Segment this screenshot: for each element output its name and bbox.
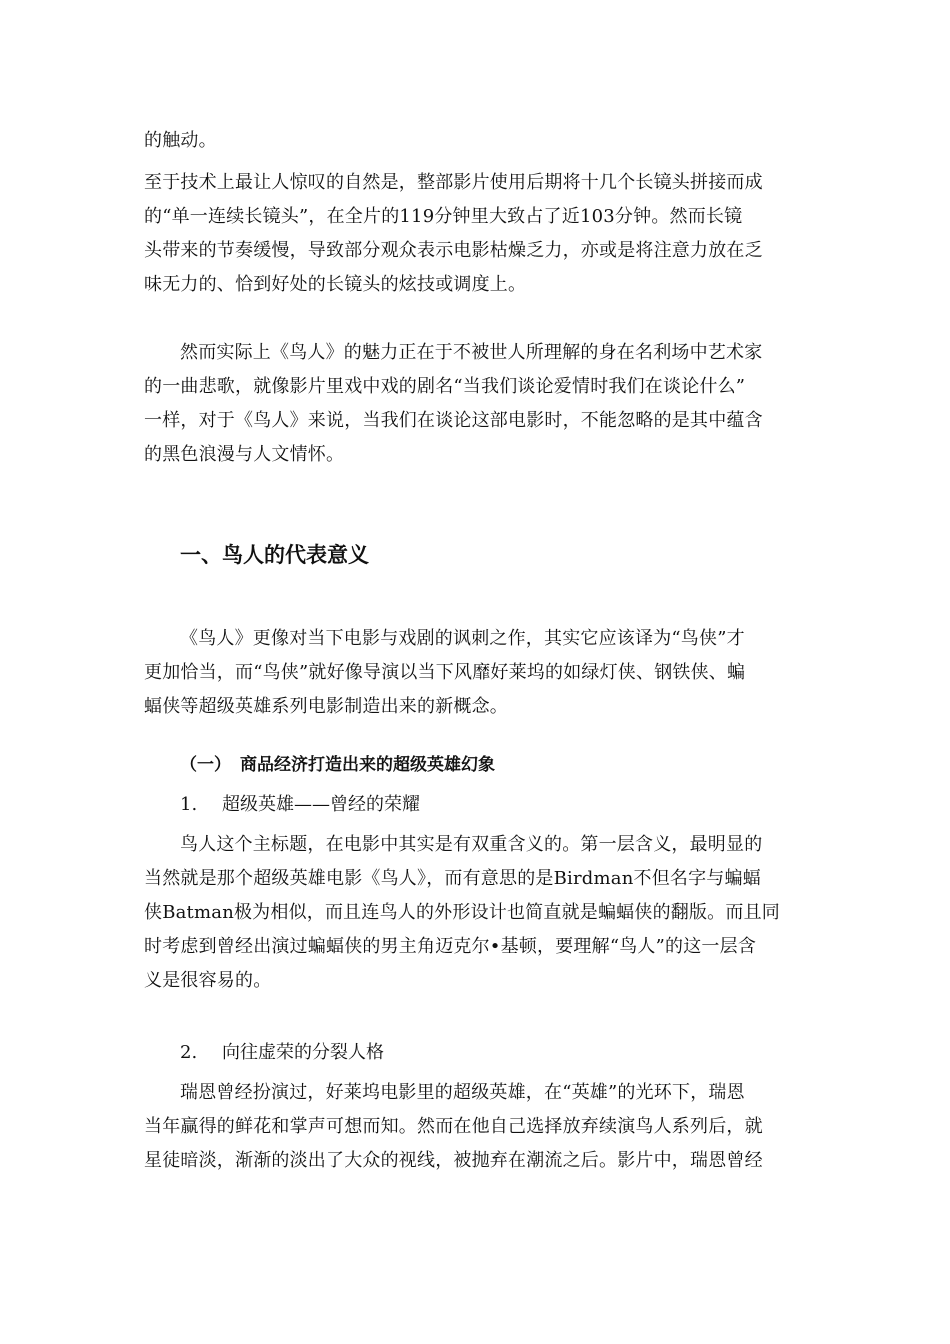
text-line: 的触动。 [144, 130, 217, 151]
paragraph-item-2 [144, 1076, 804, 1178]
subsection-heading [180, 750, 495, 780]
item-heading [180, 1038, 384, 1068]
paragraph-item-1 [144, 828, 804, 998]
paragraph-section-intro [144, 622, 804, 724]
section-heading: 一、鸟人的代表意义 [180, 543, 369, 567]
text-line: 的黑色浪漫与人文情怀。 [144, 444, 345, 465]
text-line: 一样，对于《鸟人》来说，当我们在谈论这部电影时，不能忽略的是其中蕴含 [144, 410, 763, 431]
item-title: 向往虚荣的分裂人格 [222, 1042, 384, 1063]
text-line: 的“单一连续长镜头”，在全片的119分钟里大致占了近103分钟。然而长镜 [144, 206, 743, 227]
text-line: 鸟人这个主标题，在电影中其实是有双重含义的。第一层含义，最明显的 [180, 834, 763, 855]
text-line: 时考虑到曾经出演过蝙蝠侠的男主角迈克尔•基顿，要理解“鸟人”的这一层含 [144, 936, 757, 957]
text-line: 然而实际上《鸟人》的魅力正在于不被世人所理解的身在名利场中艺术家 [180, 342, 763, 363]
text-line: 至于技术上最让人惊叹的自然是，整部影片使用后期将十几个长镜头拼接而成 [144, 172, 763, 193]
text-line: 当年赢得的鲜花和掌声可想而知。然而在他自己选择放弃续演鸟人系列后，就 [144, 1116, 763, 1137]
text-line: 义是很容易的。 [144, 970, 272, 991]
text-line: 瑞恩曾经扮演过，好莱坞电影里的超级英雄，在“英雄”的光环下，瑞恩 [180, 1082, 745, 1103]
text-line: 的一曲悲歌，就像影片里戏中戏的剧名“当我们谈论爱情时我们在谈论什么” [144, 376, 746, 397]
paragraph-technique [144, 166, 804, 302]
paragraph-continuation [144, 124, 804, 158]
item-number: 2. [180, 1042, 198, 1063]
text-line: 《鸟人》更像对当下电影与戏剧的讽刺之作，其实它应该译为“鸟侠”才 [180, 628, 745, 649]
subsection-title: 商品经济打造出来的超级英雄幻象 [240, 755, 495, 775]
item-title: 超级英雄——曾经的荣耀 [222, 794, 420, 815]
text-line: 星徒暗淡，渐渐的淡出了大众的视线，被抛弃在潮流之后。影片中，瑞恩曾经 [144, 1150, 763, 1171]
text-line: 头带来的节奏缓慢，导致部分观众表示电影枯燥乏力，亦或是将注意力放在乏 [144, 240, 763, 261]
item-number: 1. [180, 794, 198, 815]
text-line: 味无力的、恰到好处的长镜头的炫技或调度上。 [144, 274, 527, 295]
subsection-number: （一） [180, 755, 231, 775]
item-heading [180, 790, 420, 820]
text-line: 当然就是那个超级英雄电影《鸟人》，而有意思的是Birdman不但名字与蝙蝠 [144, 868, 761, 889]
text-line: 蝠侠等超级英雄系列电影制造出来的新概念。 [144, 696, 508, 717]
text-line: 更加恰当，而“鸟侠”就好像导演以当下风靡好莱坞的如绿灯侠、钢铁侠、蝙 [144, 662, 746, 683]
paragraph-charm [144, 336, 804, 472]
text-line: 侠Batman极为相似，而且连鸟人的外形设计也简直就是蝙蝠侠的翻版。而且同 [144, 902, 780, 923]
